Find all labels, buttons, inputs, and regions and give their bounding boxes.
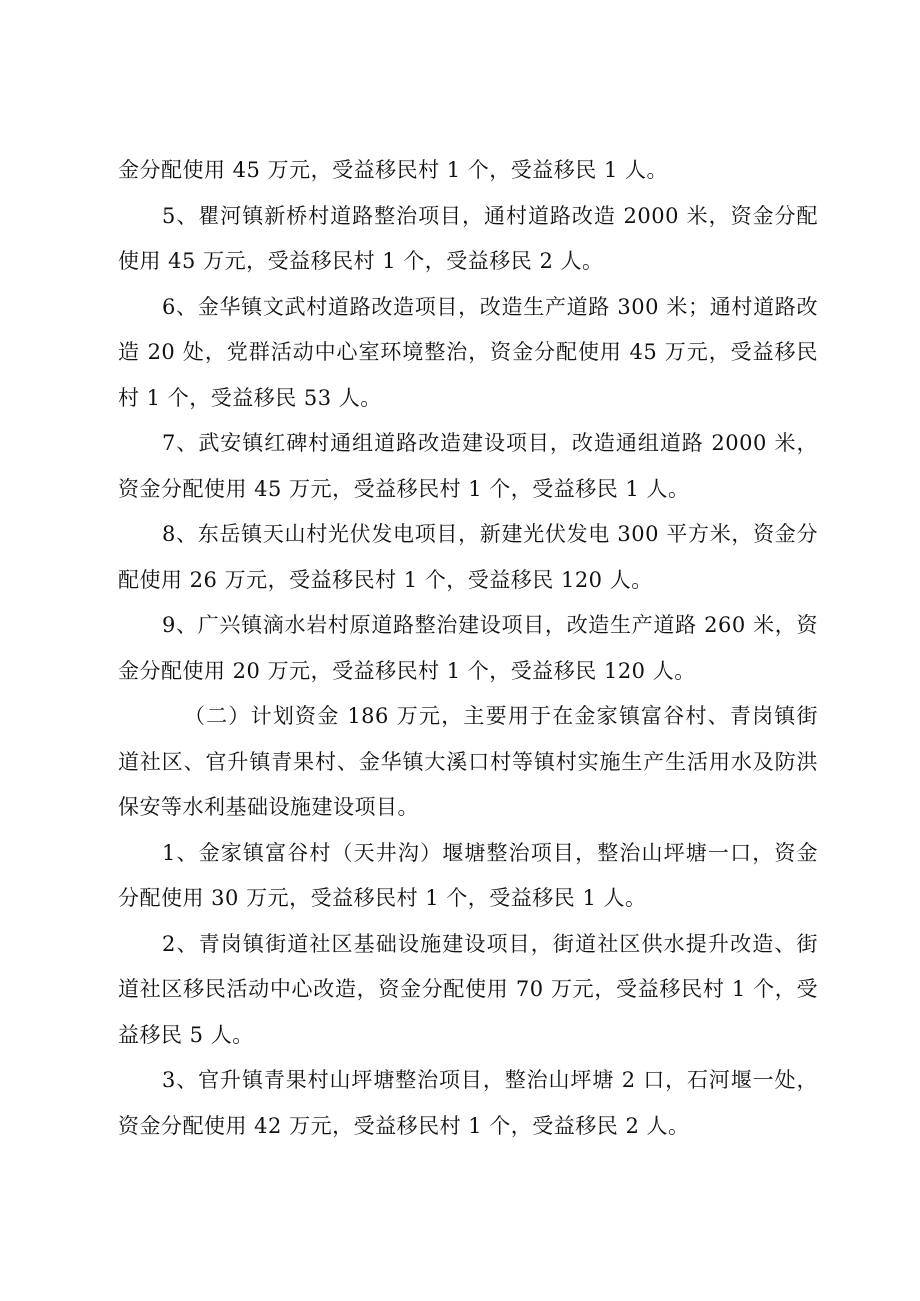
paragraph-item-7: 7、武安镇红碑村通组道路改造建设项目，改造通组道路 2000 米，资金分配使用 45 万元，受益移民村 1 个，受益移民 1 人。 <box>118 431 818 501</box>
paragraph-item-1: 1、金家镇富谷村（天井沟）堰塘整治项目，整治山坪塘一口，资金分配使用 30 万元，受益移民村 1 个，受益移民 1 人。 <box>118 840 818 910</box>
paragraph-item-6: 6、金华镇文武村道路改造项目，改造生产道路 300 米；通村道路改造 20 处，党群活动中心室环境整治，资金分配使用 45 万元，受益移民村 1 个，受益移民 53 人。 <box>118 294 818 410</box>
paragraph-item-2: 2、青岗镇街道社区基础设施建设项目，街道社区供水提升改造、街道社区移民活动中心改造，资金分配使用 70 万元，受益移民村 1 个，受益移民 5 人。 <box>118 931 818 1047</box>
paragraph-continuation: 金分配使用 45 万元，受益移民村 1 个，受益移民 1 人。 <box>118 158 668 182</box>
paragraph-item-5: 5、瞿河镇新桥村道路整治项目，通村道路改造 2000 米，资金分配使用 45 万元，受益移民村 1 个，受益移民 2 人。 <box>118 203 818 273</box>
body-text <box>118 148 818 1149</box>
paragraph-item-3: 3、官升镇青果村山坪塘整治项目，整治山坪塘 2 口，石河堰一处，资金分配使用 42 万元，受益移民村 1 个，受益移民 2 人。 <box>118 1068 818 1138</box>
paragraph-section-2: （二）计划资金 186 万元，主要用于在金家镇富谷村、青岗镇街道社区、官升镇青果村、金华镇大溪口村等镇村实施生产生活用水及防洪保安等水利基础设施建设项目。 <box>118 704 818 819</box>
paragraph-item-8: 8、东岳镇天山村光伏发电项目，新建光伏发电 300 平方米，资金分配使用 26 万元，受益移民村 1 个，受益移民 120 人。 <box>118 522 818 592</box>
paragraph-item-9: 9、广兴镇滴水岩村原道路整治建设项目，改造生产道路 260 米，资金分配使用 20 万元，受益移民村 1 个，受益移民 120 人。 <box>118 613 818 683</box>
